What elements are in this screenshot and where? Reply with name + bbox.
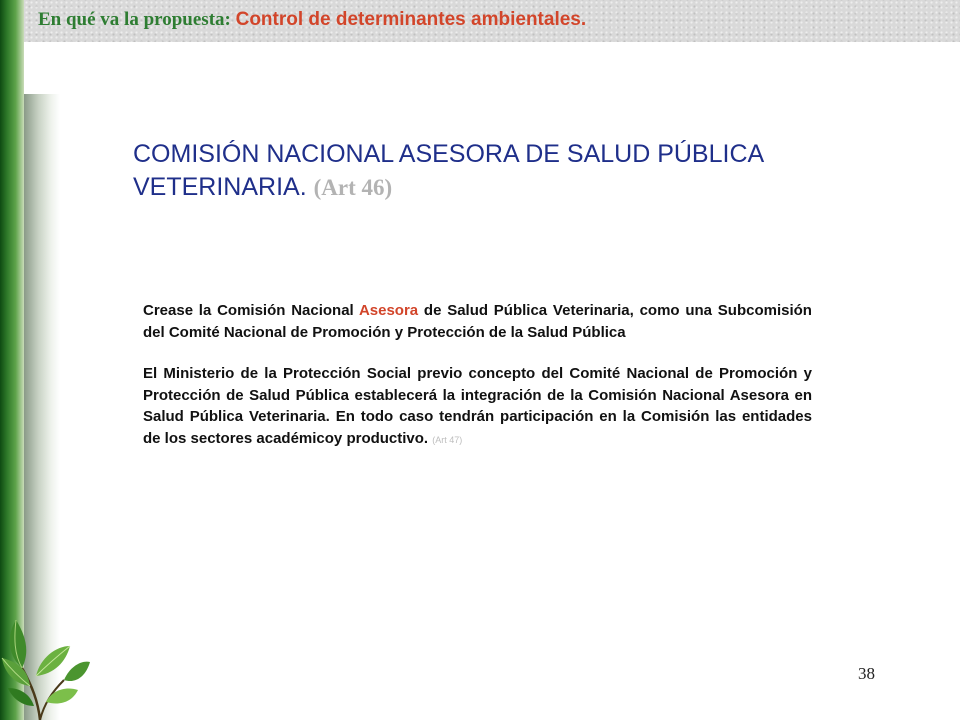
title-suffix: . (299, 173, 314, 201)
body-content (143, 300, 812, 471)
title-article-ref: (Art 46) (313, 175, 393, 200)
paragraph-2 (143, 363, 812, 451)
paragraph-2-article-ref: (Art 47) (432, 434, 463, 445)
leaves-icon (0, 606, 90, 720)
title-main: COMISIÓN NACIONAL ASESORA DE SALUD PÚBLICA VETERINARIA (133, 140, 763, 201)
page-title (133, 138, 853, 204)
paragraph-1-highlight: Asesora (358, 302, 419, 319)
paragraph-1-before: Crease la Comisión Nacional (143, 302, 359, 319)
paragraph-1 (143, 300, 812, 343)
header-period: . (580, 9, 587, 30)
header-bar (24, 0, 960, 42)
header-topic: Control de determinantes ambientales (235, 9, 581, 30)
paragraph-2-text: El Ministerio de la Protección Social previo concepto del Comité Nacional de Promoción y Protección de Salud Pública establecerá la integración de la Comisión Nacional Asesora en Salud Pública Veterinaria. En todo caso tendrán participación en la Comisión las entidades de los sectores académicoy productivo. (143, 365, 812, 447)
page-number: 38 (858, 664, 875, 683)
header-title (38, 8, 586, 32)
paragraph-1-after: de Salud Pública Veterinaria, como una Subcomisión del Comité Nacional de Promoción y Protección de la Salud Pública (143, 302, 812, 341)
header-label: En qué va la propuesta: (38, 9, 236, 30)
